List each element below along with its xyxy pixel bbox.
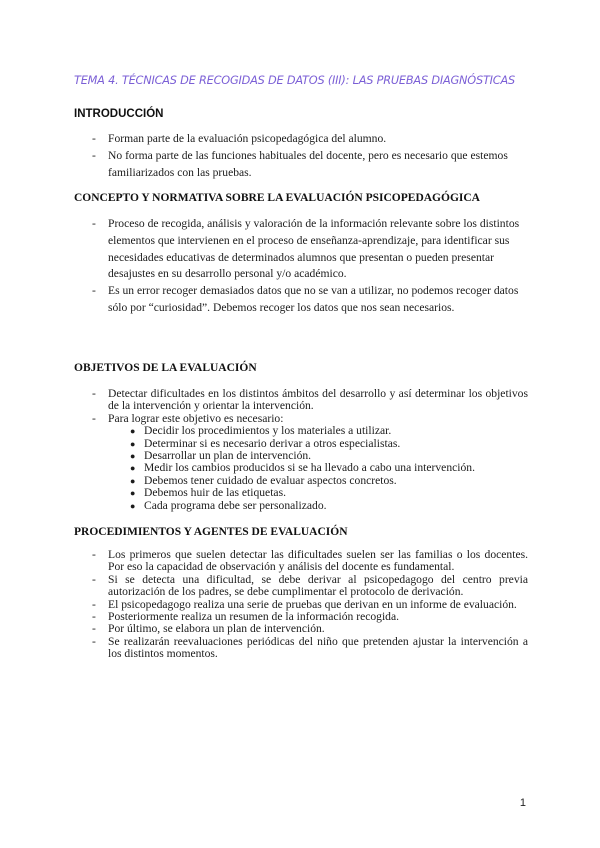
list-item: - No forma parte de las funciones habituales del docente, pero es necesario que estemos familiarizados con las pruebas. — [74, 148, 528, 182]
list-item: - Es un error recoger demasiados datos que no se van a utilizar, no podemos recoger datos sólo por “curiosidad”. Debemos recoger los datos que nos sean necesarios. — [74, 283, 528, 317]
concepto-list — [74, 216, 528, 317]
sub-list-item: ● Debemos tener cuidado de evaluar aspectos concretos. — [108, 475, 528, 487]
sub-list-item: ● Cada programa debe ser personalizado. — [108, 500, 528, 512]
section-heading-concepto: CONCEPTO Y NORMATIVA SOBRE LA EVALUACIÓN PSICOPEDAGÓGICA — [74, 192, 480, 204]
list-item: - Si se detecta una dificultad, se debe derivar al psicopedagogo del centro previa autorización de los padres, se debe cumplimentar el protocolo de derivación. — [74, 574, 528, 599]
list-item: - Posteriormente realiza un resumen de la información recogida. — [74, 611, 528, 623]
list-item: - Se realizarán reevaluaciones periódicas del niño que pretenden ajustar la intervención a los distintos momentos. — [74, 636, 528, 661]
page-number: 1 — [519, 797, 526, 809]
section-heading-introduccion: INTRODUCCIÓN — [74, 108, 164, 120]
sub-list-item: ● Desarrollar un plan de intervención. — [108, 450, 528, 462]
list-item: - Detectar dificultades en los distintos ámbitos del desarrollo y así determinar los objetivos de la intervención y orientar la intervención. — [74, 388, 528, 413]
list-item — [74, 413, 528, 512]
list-item: - El psicopedagogo realiza una serie de pruebas que derivan en un informe de evaluación. — [74, 599, 528, 611]
list-item: - Por último, se elabora un plan de intervención. — [74, 623, 528, 635]
sub-list-item: ● Determinar si es necesario derivar a otros especialistas. — [108, 438, 528, 450]
sub-list-item: ● Medir los cambios producidos si se ha llevado a cabo una intervención. — [108, 462, 528, 474]
sub-list-item: ● Decidir los procedimientos y los materiales a utilizar. — [108, 425, 528, 437]
objetivos-sublist — [108, 425, 528, 512]
procedimientos-list — [74, 549, 528, 661]
section-heading-procedimientos: PROCEDIMIENTOS Y AGENTES DE EVALUACIÓN — [74, 526, 348, 538]
list-item: - Forman parte de la evaluación psicopedagógica del alumno. — [74, 131, 528, 148]
section-heading-objetivos: OBJETIVOS DE LA EVALUACIÓN — [74, 362, 257, 374]
page-title: TEMA 4. TÉCNICAS DE RECOGIDAS DE DATOS (III): LAS PRUEBAS DIAGNÓSTICAS — [74, 74, 515, 87]
list-item-text: Para lograr este objetivo es necesario: — [108, 411, 284, 425]
objetivos-list — [74, 388, 528, 512]
list-item: - Los primeros que suelen detectar las dificultades suelen ser las familias o los docentes. Por eso la capacidad de observación y análisis del docente es fundamental. — [74, 549, 528, 574]
list-item: - Proceso de recogida, análisis y valoración de la información relevante sobre los distintos elementos que intervienen en el proceso de enseñanza-aprendizaje, para identificar sus necesidades educativas de determinados alumnos que presentan o pueden presentar desajustes en su desarrollo personal y/o académico. — [74, 216, 528, 283]
introduccion-list — [74, 131, 528, 181]
sub-list-item: ● Debemos huir de las etiquetas. — [108, 487, 528, 499]
